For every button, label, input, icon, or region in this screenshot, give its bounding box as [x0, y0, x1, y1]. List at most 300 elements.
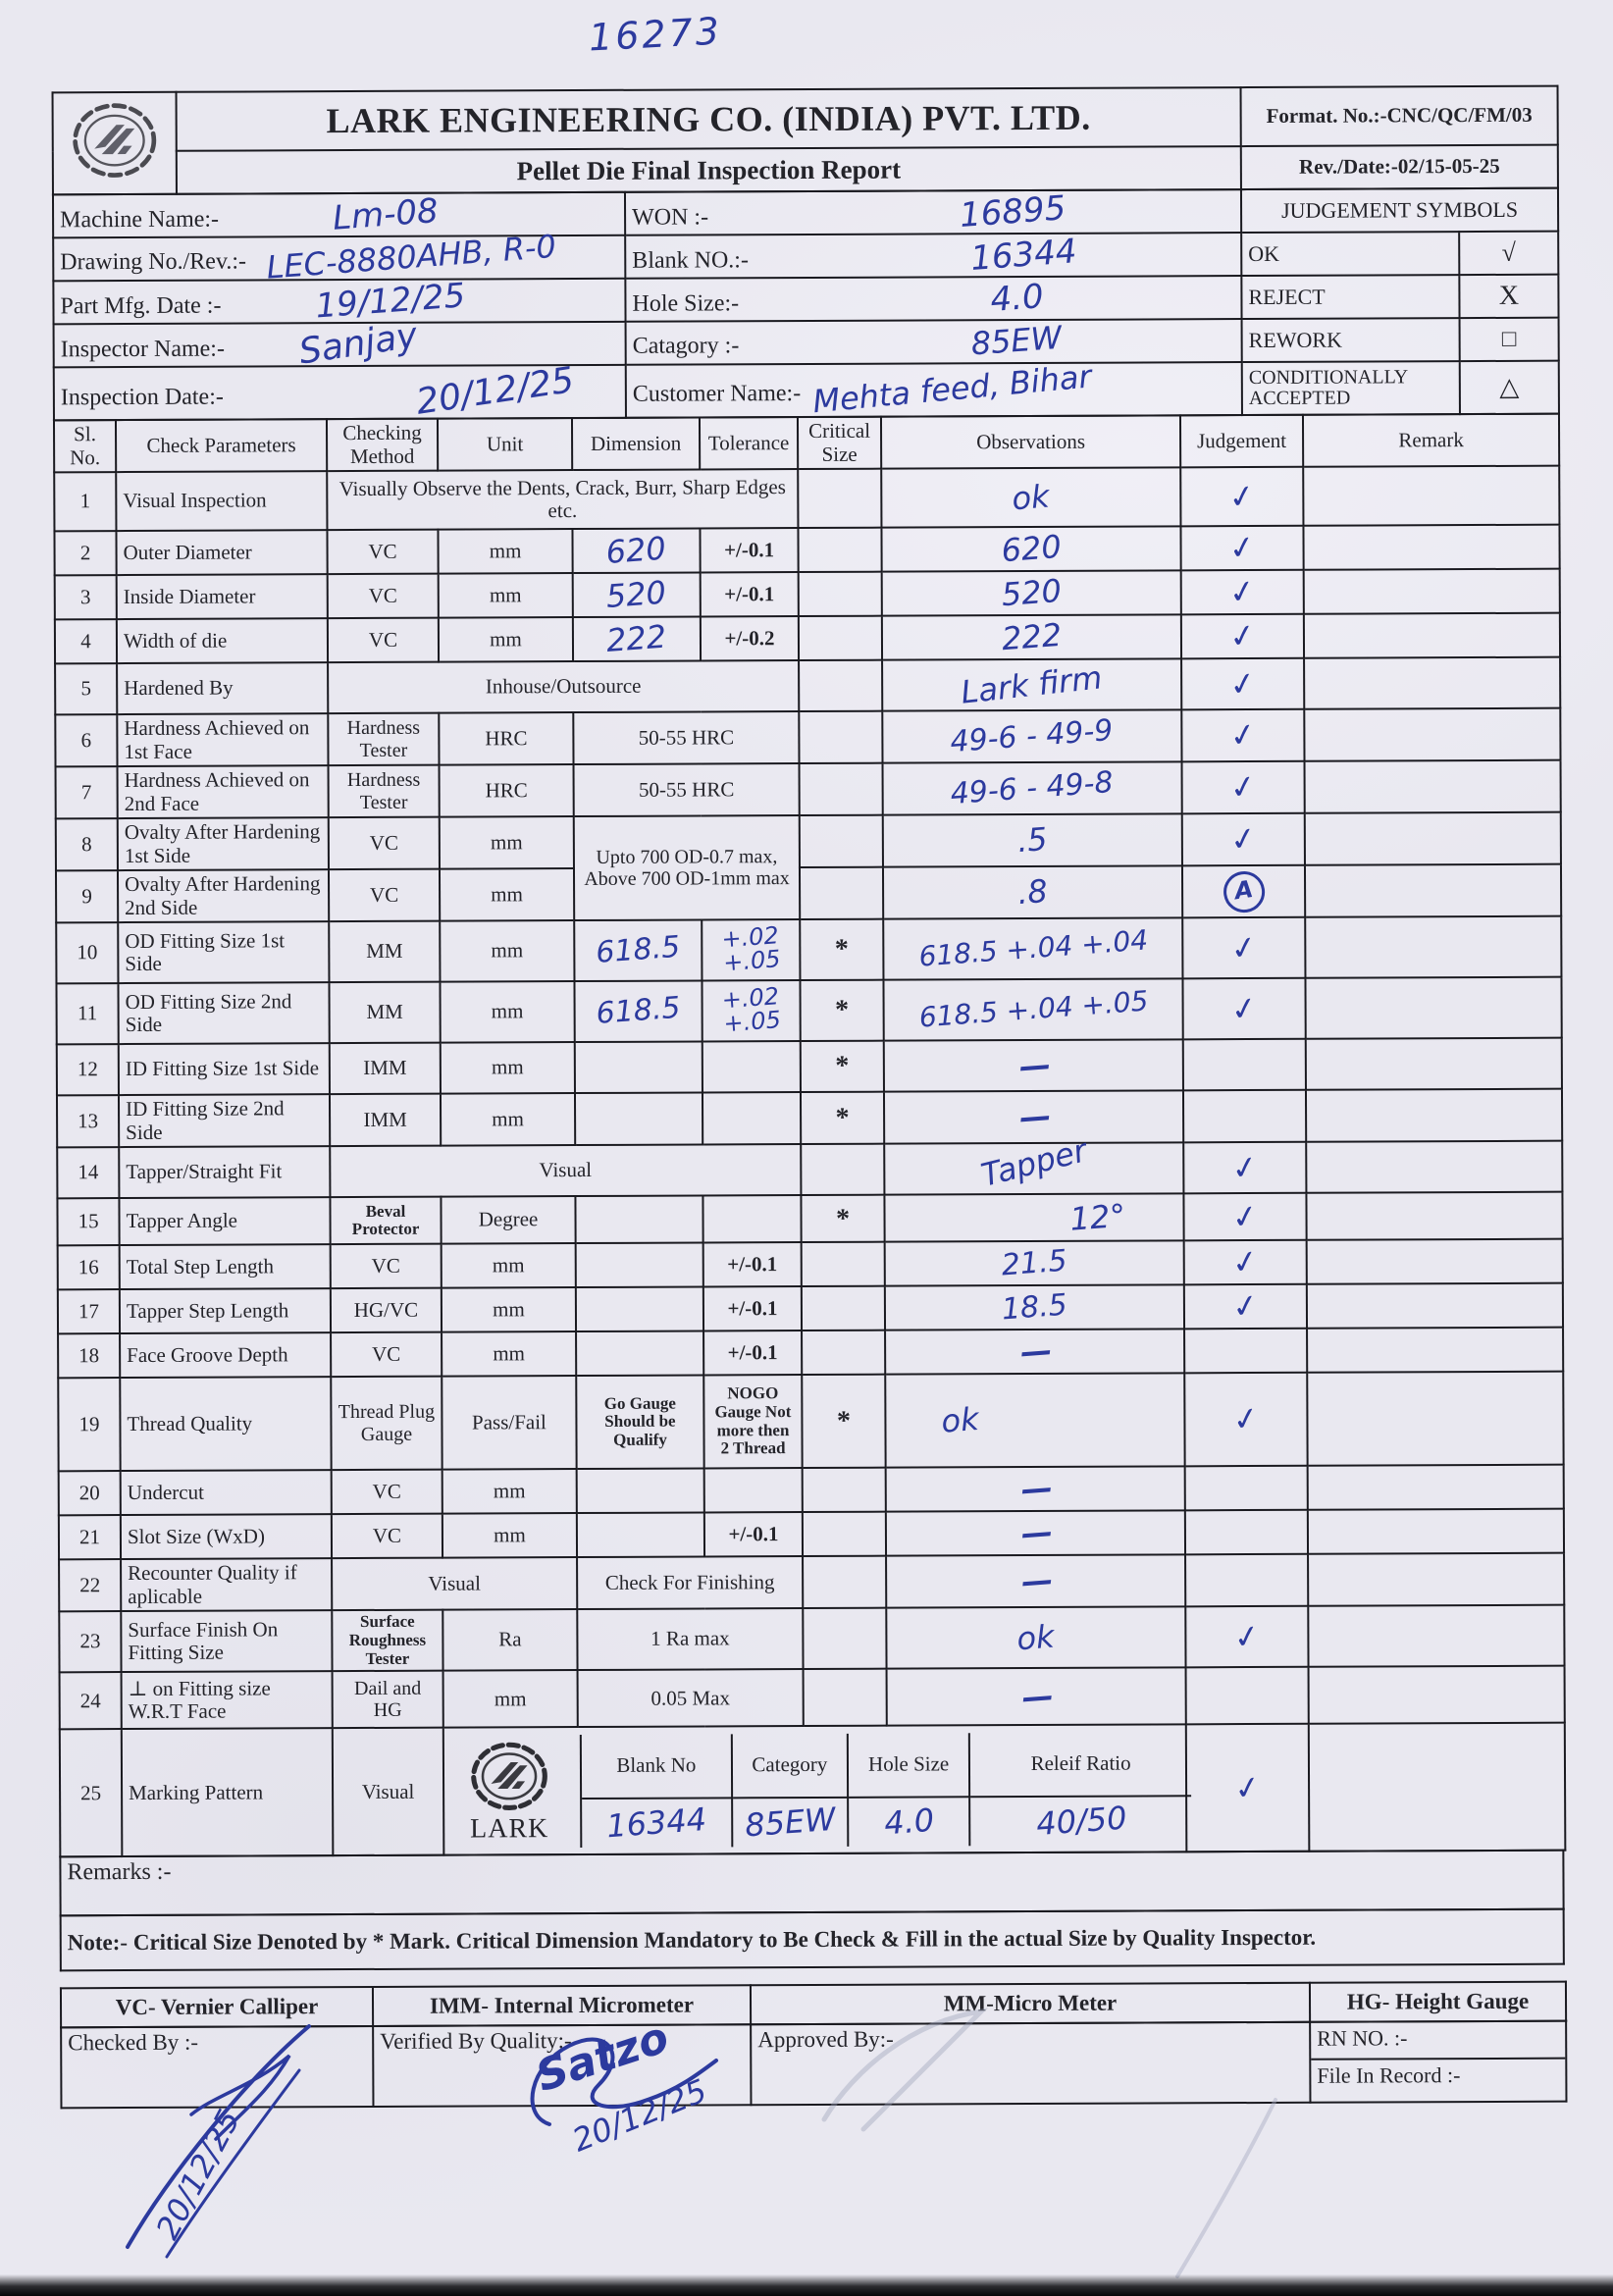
r14-critical [801, 1144, 884, 1195]
r18-method: VC [331, 1332, 442, 1377]
r25-sl: 25 [60, 1729, 123, 1856]
r16-sl: 16 [58, 1245, 120, 1289]
checked-by-date-handwritten: 20/12/25 [148, 2103, 248, 2246]
inspection-date-value: 20/12/25 [413, 360, 577, 423]
r3-dimension [573, 573, 701, 618]
note-block [60, 1908, 1565, 1972]
r14-remark [1306, 1141, 1562, 1193]
r6-judgement [1181, 709, 1304, 762]
col-observations: Observations [881, 415, 1180, 468]
row-25 [60, 1723, 1566, 1857]
r4-dim-hw: 222 [605, 617, 668, 660]
r18-observation [885, 1330, 1184, 1375]
r3-obs-hw: 520 [1000, 572, 1064, 614]
row-13 [57, 1089, 1562, 1148]
r7-observation [883, 761, 1182, 814]
r7-obs-hw: 49-6 - 49-8 [949, 764, 1116, 811]
r6-method: Hardness Tester [328, 713, 439, 766]
row-22 [59, 1553, 1564, 1612]
r13-sl: 13 [57, 1095, 119, 1147]
verified-by-cell: Verified By Quality:- [373, 2025, 751, 2108]
r19-tolerance: NOGO Gauge Not more then 2 Thread [703, 1375, 802, 1468]
r17-obs-hw: 18.5 [1000, 1287, 1068, 1328]
r8-sl: 8 [56, 818, 118, 870]
lark-gear-logo-small-icon [467, 1739, 551, 1813]
verified-by-name-handwritten: Satzo [530, 2011, 675, 2103]
marking-value-category [733, 1798, 849, 1847]
r1-judgement [1180, 467, 1303, 527]
r21-obs-hw: — [1019, 1513, 1052, 1553]
r5-param: Hardened By [117, 662, 328, 714]
r20-param: Undercut [121, 1470, 332, 1515]
r10-judge-hw: ✓ [1227, 926, 1261, 969]
r16-unit: mm [442, 1243, 576, 1288]
r22-span: Visual [332, 1557, 577, 1610]
legend-vc: VC- Vernier Calliper [61, 1987, 373, 2027]
r8-observation [883, 813, 1182, 866]
legend-mm: MM-Micro Meter [751, 1983, 1310, 2024]
title-block [52, 85, 1559, 196]
mfg-date-label: Part Mfg. Date :- [60, 292, 222, 319]
symbol-rework-label: REWORK [1242, 318, 1460, 362]
customer-value: Mehta feed, Bihar [811, 357, 1094, 421]
r4-critical [799, 616, 882, 660]
col-judgement: Judgement [1180, 415, 1303, 468]
r9-obs-hw: .8 [1015, 872, 1050, 913]
r24-remark [1309, 1666, 1565, 1724]
r1-critical [798, 469, 881, 528]
r18-obs-hw: — [1018, 1331, 1052, 1372]
r1-judge-hw: ✓ [1225, 475, 1259, 517]
r21-judgement [1185, 1510, 1308, 1555]
r4-dimension [573, 617, 701, 662]
r12-critical: * [801, 1041, 884, 1092]
r8-9-spec: Upto 700 OD-0.7 max, Above 700 OD-1mm max [574, 815, 800, 920]
col-remark: Remark [1303, 414, 1559, 467]
judgement-symbols-title: JUDGEMENT SYMBOLS [1241, 188, 1558, 233]
company-logo-cell [53, 92, 177, 195]
r9-unit: mm [440, 868, 574, 921]
r19-remark [1307, 1372, 1563, 1466]
marking-value-releif-ratio [970, 1797, 1191, 1846]
r18-remark [1307, 1328, 1563, 1373]
r21-sl: 21 [59, 1515, 121, 1559]
r13-remark [1306, 1089, 1562, 1142]
row-9 [56, 864, 1561, 923]
rn-no-label: RN NO. :- [1311, 2022, 1565, 2061]
r4-obs-hw: 222 [1000, 616, 1064, 658]
r7-spec: 50-55 HRC [574, 763, 800, 816]
r12-unit: mm [441, 1042, 575, 1094]
r11-judgement [1182, 978, 1305, 1040]
r3-remark [1304, 569, 1560, 614]
r9-judge-circled: A [1221, 868, 1268, 915]
r2-method: VC [327, 530, 438, 574]
r11-sl: 11 [56, 983, 118, 1044]
r14-judge-hw: ✓ [1228, 1146, 1262, 1189]
r25-marking-cell [443, 1725, 1187, 1855]
row-11 [56, 977, 1561, 1045]
r13-critical: * [801, 1092, 884, 1144]
r17-critical [802, 1286, 885, 1331]
r17-method: HG/VC [331, 1288, 442, 1332]
r6-observation [882, 709, 1181, 762]
r12-sl: 12 [57, 1044, 119, 1095]
r11-method: MM [329, 982, 440, 1043]
r11-unit: mm [440, 981, 574, 1043]
r17-tolerance: +/-0.1 [703, 1286, 802, 1331]
r11-critical: * [800, 980, 883, 1041]
symbol-ok-glyph: √ [1459, 232, 1558, 275]
won-field [625, 189, 1241, 235]
category-value: 85EW [968, 318, 1064, 363]
r2-observation [881, 526, 1180, 571]
r12-remark [1306, 1038, 1562, 1090]
r16-param: Total Step Length [120, 1244, 331, 1289]
r17-sl: 17 [58, 1289, 120, 1333]
r10-param: OD Fitting Size 1st Side [118, 921, 329, 983]
r5-obs-hw: Lark firm [959, 658, 1105, 711]
row-4 [55, 613, 1560, 664]
row-10 [56, 916, 1561, 984]
r23-judge-hw: ✓ [1230, 1615, 1264, 1658]
r8-obs-hw: .5 [1015, 820, 1049, 861]
r13-tolerance [702, 1092, 801, 1144]
r20-critical [803, 1468, 886, 1512]
won-label: WON :- [632, 203, 709, 231]
col-checking-method: Checking Method [327, 419, 438, 472]
r7-sl: 7 [56, 766, 118, 818]
r5-judge-hw: ✓ [1226, 662, 1260, 704]
r5-sl: 5 [55, 663, 117, 714]
r22-critical [803, 1556, 886, 1608]
r25-param: Marking Pattern [122, 1728, 334, 1856]
r5-judgement [1181, 658, 1304, 710]
r23-spec: 1 Ra max [577, 1608, 803, 1670]
row-2 [54, 525, 1559, 576]
marking-header-hole-size: Hole Size [849, 1733, 970, 1799]
r3-param: Inside Diameter [117, 574, 328, 619]
symbol-reject-label: REJECT [1241, 275, 1459, 319]
row-23 [59, 1605, 1564, 1673]
row-17 [58, 1283, 1563, 1334]
note-text: Note:- Critical Size Denoted by * Mark. Critical Dimension Mandatory to Be Check & Fill in the actual Size by Quality Inspector. [61, 1909, 1564, 1971]
inspector-field [54, 315, 626, 373]
r22-judgement [1185, 1554, 1308, 1607]
r10-dim-hw: 618.5 [595, 929, 682, 971]
r15-obs-hw: 12° [1068, 1196, 1127, 1238]
r7-unit: HRC [440, 764, 574, 817]
r20-judgement [1185, 1466, 1308, 1511]
r15-tolerance [702, 1195, 801, 1242]
symbol-reject-glyph: X [1459, 275, 1558, 318]
r24-judgement [1186, 1667, 1309, 1725]
r20-dimension [577, 1469, 704, 1514]
r8-remark [1305, 812, 1561, 865]
r12-obs-hw: — [1016, 1045, 1050, 1085]
r18-param: Face Groove Depth [120, 1332, 331, 1378]
r20-observation [886, 1467, 1185, 1512]
r11-remark [1305, 977, 1561, 1039]
r10-observation [883, 917, 1182, 979]
r1-remark [1303, 466, 1559, 526]
r2-obs-hw: 620 [1000, 528, 1063, 570]
r21-tolerance: +/-0.1 [704, 1512, 803, 1556]
r7-param: Hardness Achieved on 2nd Face [118, 765, 329, 818]
inspector-label: Inspector Name:- [60, 336, 225, 363]
r1-note: Visually Observe the Dents, Crack, Burr, Sharp Edges etc. [327, 469, 798, 530]
symbol-cond-glyph: △ [1460, 361, 1559, 414]
r2-dimension [572, 529, 700, 574]
r23-critical [803, 1608, 886, 1669]
r21-unit: mm [442, 1513, 577, 1558]
drawing-field [53, 227, 625, 287]
hole-size-field [625, 276, 1241, 322]
r5-observation [882, 658, 1181, 710]
r2-critical [798, 528, 881, 572]
hole-size-label: Hole Size:- [632, 289, 740, 317]
r8-method: VC [329, 817, 440, 870]
r12-method: IMM [330, 1043, 441, 1094]
r11-observation [883, 978, 1182, 1040]
r19-sl: 19 [58, 1378, 120, 1471]
row-7 [56, 760, 1561, 819]
category-field [626, 319, 1242, 365]
r4-tolerance: +/-0.2 [701, 616, 799, 660]
r10-obs-hw: 618.5 +.04 +.04 [916, 923, 1149, 973]
r2-remark [1303, 525, 1559, 570]
r7-critical [800, 763, 883, 815]
r9-remark [1305, 864, 1561, 917]
col-tolerance: Tolerance [700, 417, 798, 469]
r4-param: Width of die [117, 618, 328, 663]
col-critical-size: Critical Size [798, 417, 881, 469]
r21-method: VC [332, 1514, 442, 1558]
r7-method: Hardness Tester [329, 765, 440, 818]
blank-no-field [625, 233, 1241, 279]
r20-obs-hw: — [1018, 1469, 1052, 1509]
r7-remark [1305, 760, 1561, 813]
r11-dim-hw: 618.5 [595, 990, 682, 1032]
r21-param: Slot Size (WxD) [121, 1514, 332, 1559]
row-8 [56, 812, 1561, 871]
format-no: Format. No.:-CNC/QC/FM/03 [1241, 86, 1558, 146]
r22-sl: 22 [59, 1559, 121, 1611]
r9-method: VC [329, 869, 440, 922]
r14-span: Visual [330, 1144, 801, 1197]
r18-critical [802, 1331, 885, 1375]
r17-remark [1307, 1283, 1563, 1329]
r20-tolerance [704, 1468, 803, 1512]
r2-sl: 2 [54, 531, 116, 575]
r19-critical: * [802, 1375, 885, 1468]
r19-param: Thread Quality [120, 1377, 331, 1471]
r8-judge-hw: ✓ [1226, 818, 1260, 861]
r8-judgement [1182, 813, 1305, 866]
r6-param: Hardness Achieved on 1st Face [117, 713, 328, 766]
row-3 [55, 569, 1560, 620]
r22-remark [1308, 1553, 1564, 1606]
mfg-date-field [53, 275, 625, 327]
marking-hole-size-hw: 4.0 [882, 1800, 936, 1843]
remarks-label: Remarks :- [60, 1851, 1563, 1916]
r21-critical [803, 1512, 886, 1556]
r11-obs-hw: 618.5 +.04 +.05 [917, 984, 1149, 1034]
r24-method: Dail and HG [333, 1671, 443, 1728]
marking-subtable [439, 1732, 1191, 1849]
customer-label: Customer Name:- [632, 381, 802, 407]
r13-judgement [1183, 1090, 1306, 1143]
col-check-parameters: Check Parameters [116, 419, 327, 472]
inspector-value: Sanjay [296, 315, 421, 373]
r8-param: Ovalty After Hardening 1st Side [118, 817, 329, 870]
r1-param: Visual Inspection [116, 471, 327, 531]
r14-obs-hw: Tapper [977, 1131, 1091, 1194]
r10-tolerance [702, 919, 800, 980]
r9-critical [800, 867, 883, 919]
r11-param: OD Fitting Size 2nd Side [118, 982, 329, 1044]
r22-spec: Check For Finishing [577, 1556, 803, 1609]
r15-dimension [575, 1196, 702, 1244]
r17-param: Tapper Step Length [120, 1288, 331, 1333]
r20-method: VC [332, 1470, 442, 1514]
marking-logo-area [439, 1735, 583, 1849]
inspection-date-label: Inspection Date:- [60, 384, 224, 411]
col-unit: Unit [438, 418, 572, 471]
r10-dimension [574, 920, 702, 982]
row-21 [59, 1509, 1564, 1560]
marking-header-category: Category [733, 1733, 850, 1799]
r17-judge-hw: ✓ [1228, 1285, 1263, 1328]
r12-judgement [1183, 1039, 1306, 1091]
r11-dimension [574, 981, 702, 1043]
r22-obs-hw: — [1019, 1561, 1053, 1601]
row-6 [55, 708, 1560, 767]
r12-dimension [575, 1042, 702, 1094]
report-form [52, 85, 1566, 2110]
r18-judgement [1184, 1329, 1307, 1374]
r24-critical [804, 1669, 887, 1726]
r10-remark [1305, 916, 1561, 978]
r22-observation [886, 1555, 1185, 1608]
r6-critical [799, 711, 882, 763]
r18-sl: 18 [58, 1333, 120, 1378]
r4-observation [882, 614, 1181, 659]
r15-critical: * [801, 1195, 884, 1242]
blank-no-value: 16344 [968, 231, 1078, 279]
row-12 [57, 1038, 1562, 1096]
r10-sl: 10 [56, 922, 118, 983]
r2-judge-hw: ✓ [1225, 527, 1259, 569]
r7-judgement [1182, 761, 1305, 814]
r13-param: ID Fitting Size 2nd Side [119, 1094, 330, 1147]
r13-observation [884, 1090, 1183, 1143]
r9-sl: 9 [56, 870, 118, 922]
inspection-date-field [54, 360, 626, 423]
file-in-record-label: File In Record :- [1317, 2062, 1461, 2089]
r5-remark [1304, 657, 1560, 709]
marking-value-blank-no [582, 1799, 733, 1848]
r3-tolerance: +/-0.1 [701, 572, 799, 616]
r20-unit: mm [442, 1469, 577, 1514]
col-sl-no: Sl. No. [54, 420, 116, 472]
marking-header-releif-ratio: Releif Ratio [970, 1732, 1191, 1798]
r24-sl: 24 [60, 1672, 122, 1729]
r16-observation [885, 1241, 1184, 1286]
r24-param: ⊥ on Fitting size W.R.T Face [122, 1671, 333, 1729]
r10-critical: * [800, 919, 883, 980]
r16-judge-hw: ✓ [1228, 1241, 1262, 1283]
verified-by-date-handwritten: 20/12/25 [567, 2071, 712, 2160]
row-5 [55, 657, 1560, 715]
r8-unit: mm [440, 816, 574, 869]
r14-judgement [1183, 1142, 1306, 1194]
row-15 [57, 1192, 1562, 1246]
row-16 [58, 1239, 1563, 1290]
r10-tol-hw: +.02 +.05 [720, 921, 782, 977]
row-20 [59, 1465, 1564, 1516]
r3-dim-hw: 520 [604, 573, 668, 616]
symbol-cond-label: CONDITIONALLY ACCEPTED [1242, 361, 1460, 415]
machine-name-label: Machine Name:- [60, 206, 220, 233]
r12-observation [884, 1039, 1183, 1091]
r21-remark [1308, 1509, 1564, 1554]
blank-no-label: Blank NO.:- [632, 246, 749, 274]
r10-judgement [1182, 917, 1305, 979]
lark-gear-logo-icon [68, 99, 162, 182]
r16-obs-hw: 21.5 [1000, 1243, 1068, 1283]
r2-unit: mm [438, 529, 572, 574]
inspection-table [53, 413, 1566, 1858]
r19-dimension: Go Gauge Should be Qualify [576, 1376, 703, 1470]
r25-remark [1309, 1723, 1566, 1852]
r15-param: Tapper Angle [119, 1197, 330, 1245]
scan-bottom-edge [0, 2274, 1613, 2296]
r2-dim-hw: 620 [604, 529, 668, 572]
r23-obs-hw: ok [1015, 1617, 1057, 1658]
r16-critical [802, 1242, 885, 1286]
marking-header-blank-no: Blank No [582, 1734, 733, 1800]
r23-param: Surface Finish On Fitting Size [121, 1610, 332, 1672]
table-header-row [54, 414, 1559, 473]
r6-remark [1304, 708, 1560, 761]
r15-remark [1306, 1192, 1562, 1240]
r22-param: Recounter Quality if aplicable [121, 1558, 332, 1611]
r18-unit: mm [442, 1331, 576, 1377]
marking-category-hw: 85EW [743, 1800, 837, 1845]
drawing-label: Drawing No./Rev.:- [60, 248, 247, 276]
col-dimension: Dimension [572, 417, 700, 470]
r17-judgement [1184, 1284, 1307, 1330]
r5-critical [799, 660, 882, 711]
r23-judgement [1185, 1606, 1308, 1668]
row-1 [54, 466, 1559, 532]
r23-method: Surface Roughness Tester [332, 1610, 442, 1672]
r21-observation [886, 1511, 1185, 1556]
rev-date: Rev./Date:-02/15-05-25 [1241, 145, 1558, 189]
r10-unit: mm [440, 920, 574, 982]
r16-remark [1307, 1239, 1563, 1284]
r2-tolerance: +/-0.1 [700, 528, 798, 572]
r4-judgement [1181, 614, 1304, 659]
r3-sl: 3 [55, 575, 117, 619]
r11-tol-hw: +.02 +.05 [720, 982, 782, 1038]
r24-obs-hw: — [1019, 1676, 1053, 1717]
scan-number-handwritten: 16273 [587, 9, 723, 60]
r24-unit: mm [443, 1670, 578, 1728]
r19-obs-hw: ok [940, 1400, 980, 1441]
row-18 [58, 1328, 1563, 1379]
